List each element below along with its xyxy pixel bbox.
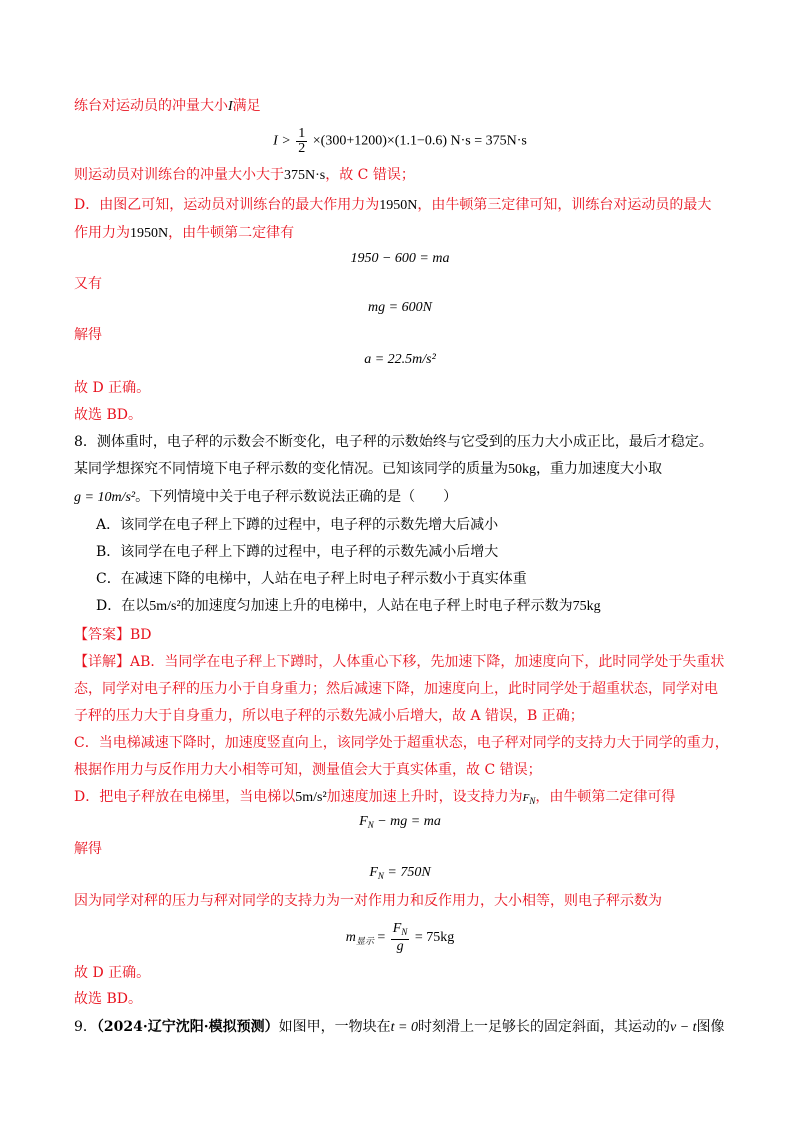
detail-line: 故选 BD。 [74,991,142,1007]
solution-line: D．由图乙可知，运动员对训练台的最大作用力为1950N，由牛顿第三定律可知，训练台对运动员的最大 [74,197,712,213]
detail-line: C．当电梯减速下降时，加速度竖直向上，该同学处于超重状态，电子秤对同学的支持力大于同学的重力， [74,735,729,751]
solution-line: 故选 BD。 [74,407,142,423]
option-a: A．该同学在电子秤上下蹲的过程中，电子秤的示数先增大后减小 [96,517,499,533]
equation-weight: mg = 600N [368,300,432,315]
equation-newton2: 1950 − 600 = ma [350,251,450,266]
solution-line: 故 D 正确。 [74,380,151,396]
solution-line: 则运动员对训练台的冲量大小大于375N·s，故 C 错误； [74,167,415,183]
detail-line: 【详解】AB．当同学在电子秤上下蹲时，人体重心下移，先加速下降，加速度向下，此时同学处于失重状 [74,654,725,670]
equation-fn-value: $F_N = 750N$ [369,865,431,881]
equation-display-mass: $m_{显示}$ = $\frac{F_N}{g}$ = 75kg [345,921,455,954]
fraction-fn-over-g: $\frac{F_N}{g}$ [392,921,408,954]
solution-line: 作用力为1950N，由牛顿第二定律有 [74,225,295,241]
option-c: C．在减速下降的电梯中，人站在电子秤上时电子秤示数小于真实体重 [96,571,527,587]
solution-line: 解得 [74,327,102,343]
detail-line: 根据作用力与反作用力大小相等可知，测量值会大于真实体重，故 C 错误； [74,762,542,778]
detail-line: 故 D 正确。 [74,965,151,981]
q8-stem: 8．测体重时，电子秤的示数会不断变化，电子秤的示数始终与它受到的压力大小成正比，最后才稳定。 [74,434,713,450]
detail-line: 子秤的压力大于自身重力，所以电子秤的示数先减小后增大，故 A 错误，B 正确； [74,708,584,724]
detail-line: 解得 [74,841,102,857]
q8-stem: 某同学想探究不同情境下电子秤示数的变化情况。已知该同学的质量为50kg，重力加速度大小取 [74,461,662,477]
detail-line: D．把电子秤放在电梯里，当电梯以5m/s²加速度加速上升时，设支持力为$F_N$，由牛顿第二定律可得 [74,789,676,806]
equation-acceleration: a = 22.5m/s² [364,352,436,367]
detail-line: 因为同学对秤的压力与秤对同学的支持力为一对作用力和反作用力，大小相等，则电子秤示数为 [74,893,662,909]
equation-fn: $F_N$ − mg = ma [359,814,441,830]
equation-impulse: I > $\frac{1}{2}$ ×(300+1200)×(1.1−0.6) N·s = 375N·s [273,126,527,156]
fraction-half: $\frac{1}{2}$ [298,126,306,156]
option-d: D．在以5m/s²的加速度匀加速上升的电梯中，人站在电子秤上时电子秤示数为75kg [96,598,601,614]
q8-stem: g = 10m/s²。下列情境中关于电子秤示数说法正确的是（ ） [74,489,458,505]
q9-stem: 9．（2024·辽宁沈阳·模拟预测）如图甲，一物块在t = 0时刻滑上一足够长的固定斜面，其运动的v − t图像 [74,1019,725,1035]
solution-line: 练台对运动员的冲量大小I满足 [74,98,261,114]
answer: 【答案】BD [74,627,152,643]
solution-line: 又有 [74,276,102,292]
option-b: B．该同学在电子秤上下蹲的过程中，电子秤的示数先减小后增大 [96,544,499,560]
detail-line: 态，同学对电子秤的压力小于自身重力；然后减速下降，加速度向上，此时同学处于超重状态，同学对电 [74,681,718,697]
